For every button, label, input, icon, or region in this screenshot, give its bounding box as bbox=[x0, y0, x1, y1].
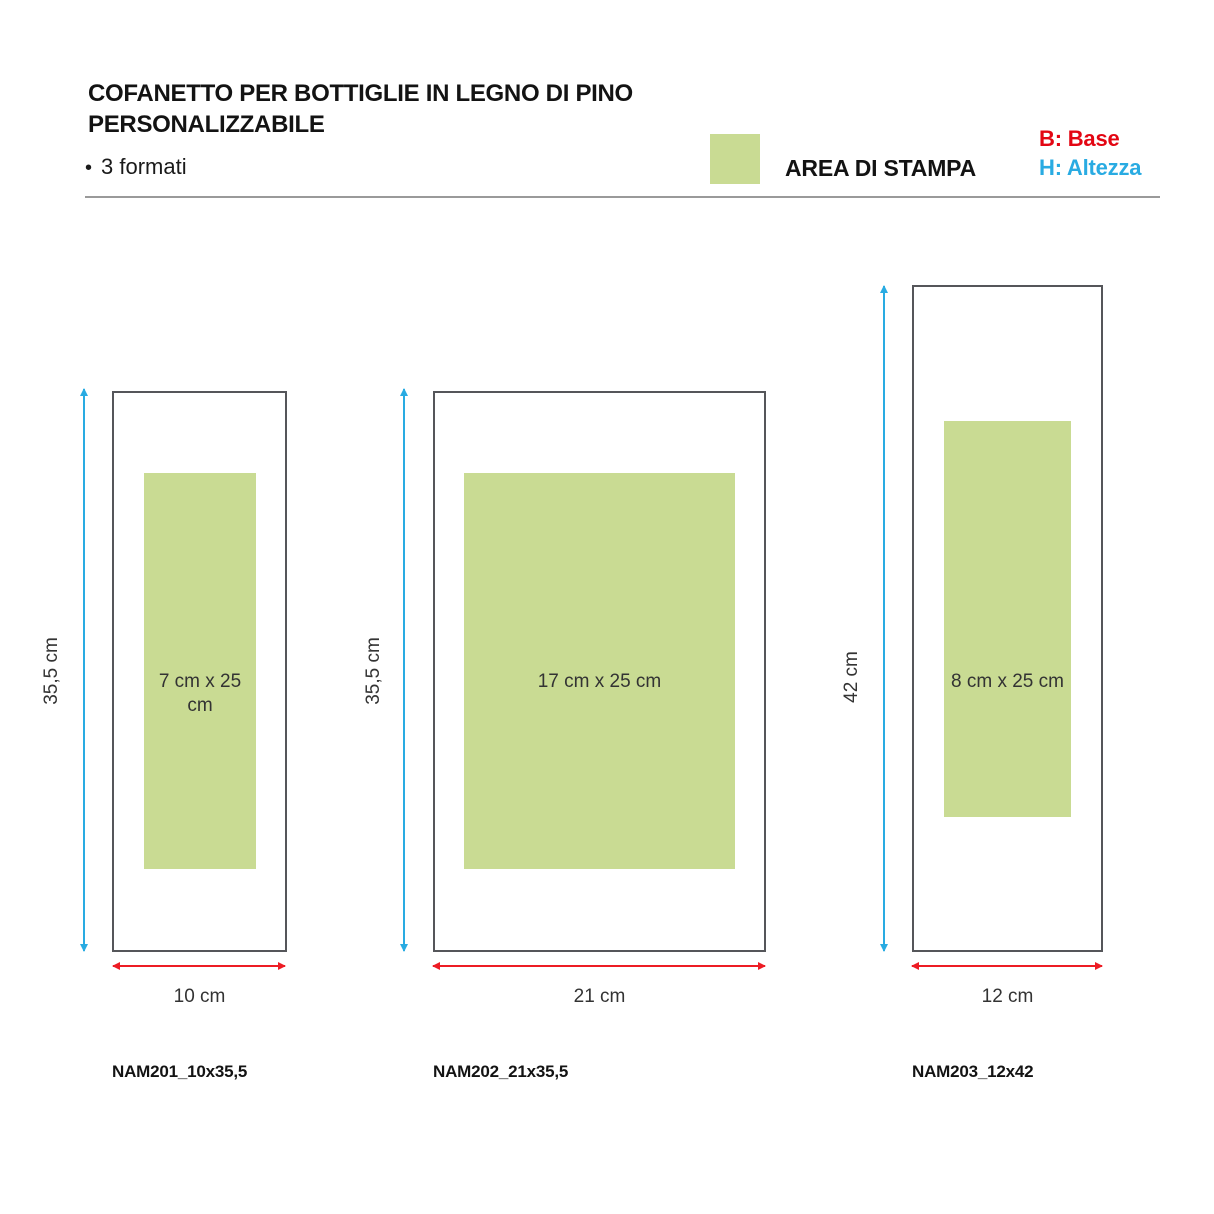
page-title-line2: PERSONALIZZABILE bbox=[88, 111, 325, 138]
base-arrow-nam203 bbox=[912, 965, 1102, 967]
height-key-label: H: Altezza bbox=[1039, 155, 1142, 180]
base-arrow-nam202 bbox=[433, 965, 765, 967]
height-arrow-nam201 bbox=[83, 389, 85, 951]
print-area-dimension-nam202: 17 cm x 25 cm bbox=[537, 671, 662, 692]
header-divider bbox=[85, 196, 1160, 198]
print-area-dimension-nam203: 8 cm x 25 cm bbox=[951, 671, 1064, 692]
base-dimension-nam201: 10 cm bbox=[173, 986, 226, 1007]
print-area-swatch bbox=[710, 134, 760, 184]
page-title-line1: COFANETTO PER BOTTIGLIE IN LEGNO DI PINO bbox=[88, 80, 633, 107]
print-area-legend-label: AREA DI STAMPA bbox=[785, 155, 976, 181]
base-dimension-nam202: 21 cm bbox=[573, 986, 626, 1007]
bullet-icon: • bbox=[85, 157, 93, 179]
formats-count bbox=[85, 153, 187, 182]
format-code-nam203: NAM203_12x42 bbox=[912, 1062, 1034, 1081]
height-dimension-nam202: 35,5 cm bbox=[363, 637, 384, 705]
print-area-dimension-nam201: 7 cm x 25 cm bbox=[158, 671, 242, 716]
page-title bbox=[88, 78, 728, 140]
format-code-nam202: NAM202_21x35,5 bbox=[433, 1062, 569, 1081]
base-dimension-nam203: 12 cm bbox=[981, 986, 1034, 1007]
height-arrow-nam202 bbox=[403, 389, 405, 951]
base-key-label: B: Base bbox=[1039, 126, 1120, 151]
height-dimension-nam203: 42 cm bbox=[841, 651, 862, 703]
format-code-nam201: NAM201_10x35,5 bbox=[112, 1062, 248, 1081]
height-arrow-nam203 bbox=[883, 286, 885, 951]
print-area-nam203 bbox=[944, 421, 1071, 817]
base-arrow-nam201 bbox=[113, 965, 285, 967]
formats-count-label: 3 formati bbox=[101, 154, 187, 179]
height-dimension-nam201: 35,5 cm bbox=[41, 637, 62, 705]
